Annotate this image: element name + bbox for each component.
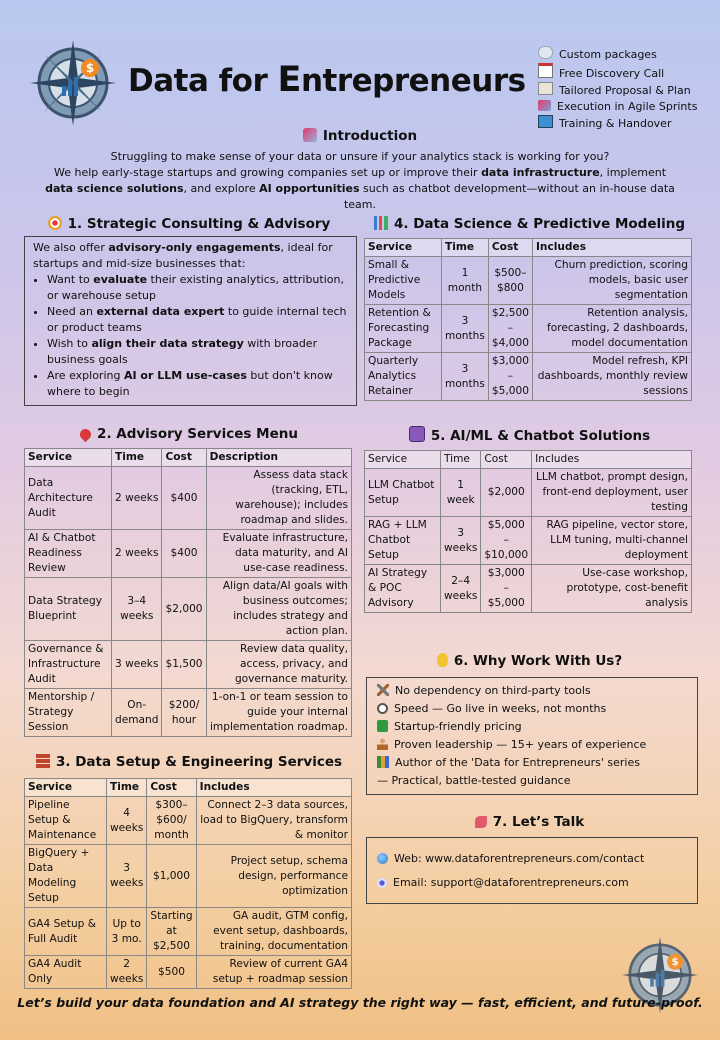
bar-chart-icon <box>374 216 388 230</box>
speech-bubble-icon <box>538 46 553 59</box>
contact-web[interactable]: Web: www.dataforentrepreneurs.com/contact <box>377 847 691 871</box>
process-item: Tailored Proposal & Plan <box>538 82 697 99</box>
list-item: • Are exploring AI or LLM use-cases but don't know where to begin <box>47 368 350 400</box>
data-setup-table-wrap <box>24 778 352 989</box>
stopwatch-icon <box>377 703 388 714</box>
table-cell: 1-on-1 or team session to guide your internal implementation roadmap. <box>206 689 351 737</box>
table-header: Cost <box>147 779 196 797</box>
globe-icon <box>377 853 388 864</box>
target-icon <box>48 216 62 230</box>
table-cell: 2 weeks <box>112 467 162 530</box>
table-cell: 2 weeks <box>112 530 162 578</box>
advisory-list <box>33 272 350 400</box>
ai-ml-table-wrap <box>364 450 692 613</box>
brick-icon <box>36 754 50 768</box>
section-3-title: 3. Data Setup & Engineering Services <box>24 754 354 770</box>
section-6-title: 6. Why Work With Us? <box>362 653 697 669</box>
table-header: Service <box>365 451 441 469</box>
table-cell: $1,500 <box>162 641 206 689</box>
table-cell: $300–$600/ month <box>147 797 196 845</box>
person-icon <box>377 738 388 750</box>
tools-icon <box>377 684 389 696</box>
brand-title: Data for Entrepreneurs <box>128 60 526 100</box>
section-1-title: 1. Strategic Consulting & Advisory <box>24 216 354 232</box>
table-row <box>365 305 692 353</box>
table-cell: Review of current GA4 setup + roadmap session <box>196 956 351 989</box>
clipboard-icon <box>538 82 553 95</box>
table-cell: $2,000 <box>481 469 532 517</box>
process-item: Custom packages <box>538 46 697 63</box>
table-row <box>25 908 352 956</box>
why-box <box>366 677 698 795</box>
table-cell: Mentorship / Strategy Session <box>25 689 112 737</box>
table-cell: $1,000 <box>147 845 196 908</box>
intro-text <box>40 149 680 213</box>
advisory-menu-table-wrap <box>24 448 352 737</box>
table-cell: 2–4 weeks <box>441 565 481 613</box>
table-cell: Churn prediction, scoring models, basic user segmentation <box>532 257 691 305</box>
why-item: Author of the 'Data for Entrepreneurs' series <box>377 754 691 772</box>
table-row <box>25 467 352 530</box>
section-2-title: 2. Advisory Services Menu <box>24 426 354 442</box>
table-header: Cost <box>481 451 532 469</box>
process-item: Training & Handover <box>538 115 697 132</box>
table-cell: Up to 3 mo. <box>107 908 147 956</box>
table-row <box>25 578 352 641</box>
advisory-box <box>24 236 357 406</box>
ai-ml-table <box>364 450 692 613</box>
table-cell: $500 <box>147 956 196 989</box>
why-item: Speed — Go live in weeks, not months <box>377 700 691 718</box>
table-header: Service <box>25 779 107 797</box>
table-cell: 3–4 weeks <box>112 578 162 641</box>
table-cell: GA4 Audit Only <box>25 956 107 989</box>
table-cell: 2 weeks <box>107 956 147 989</box>
table-cell: Connect 2–3 data sources, load to BigQuery, transform & monitor <box>196 797 351 845</box>
table-row <box>25 845 352 908</box>
table-cell: Pipeline Setup & Maintenance <box>25 797 107 845</box>
advisory-lead: We also offer advisory-only engagements, ideal for startups and mid-size businesses that: <box>33 241 333 270</box>
section-4-title: 4. Data Science & Predictive Modeling <box>362 216 697 232</box>
table-cell: GA4 Setup & Full Audit <box>25 908 107 956</box>
table-cell: AI & Chatbot Readiness Review <box>25 530 112 578</box>
why-tail: — Practical, battle-tested guidance <box>377 774 571 787</box>
table-cell: 3 weeks <box>112 641 162 689</box>
table-cell: 1 week <box>441 469 481 517</box>
table-cell: Project setup, schema design, performance optimization <box>196 845 351 908</box>
footer-tagline: Let’s build your data foundation and AI strategy the right way — fast, efficient, and future-proof. <box>17 995 703 1010</box>
table-cell: $500– $800 <box>488 257 532 305</box>
table-cell: Align data/AI goals with business outcomes; includes strategy and action plan. <box>206 578 351 641</box>
table-cell: Data Strategy Blueprint <box>25 578 112 641</box>
table-cell: Evaluate infrastructure, data maturity, and AI use-case readiness. <box>206 530 351 578</box>
phone-icon <box>475 816 487 828</box>
table-cell: Review data quality, access, privacy, and governance maturity. <box>206 641 351 689</box>
dollar-icon <box>377 720 388 732</box>
table-cell: $200/ hour <box>162 689 206 737</box>
intro-line: We help early-stage startups and growing companies set up or improve their data infrastructure, implement data science solutions, and explore AI opportunities such as chatbot development—without an in-house data team. <box>45 166 675 211</box>
advisory-menu-table <box>24 448 352 737</box>
list-item: • Want to evaluate their existing analytics, attribution, or warehouse setup <box>47 272 350 304</box>
why-item: Startup-friendly pricing <box>377 718 691 736</box>
lightbulb-icon <box>437 653 448 667</box>
table-cell: $3,000 – $5,000 <box>488 353 532 401</box>
table-header: Time <box>442 239 489 257</box>
why-item: No dependency on third-party tools <box>377 682 691 700</box>
table-row <box>365 565 692 613</box>
table-cell: 3 weeks <box>107 845 147 908</box>
table-cell: Small & Predictive Models <box>365 257 442 305</box>
table-cell: $3,000 – $5,000 <box>481 565 532 613</box>
table-cell: Assess data stack (tracking, ETL, warehouse); includes roadmap and slides. <box>206 467 351 530</box>
table-row <box>365 257 692 305</box>
table-cell: GA audit, GTM config, event setup, dashboards, training, documentation <box>196 908 351 956</box>
table-row <box>365 517 692 565</box>
table-cell: Use-case workshop, prototype, cost-benefit analysis <box>532 565 692 613</box>
table-cell: 4 weeks <box>107 797 147 845</box>
calendar-icon <box>538 63 553 78</box>
intro-line: Struggling to make sense of your data or unsure if your analytics stack is working for you? <box>110 150 610 163</box>
table-cell: $2,500 – $4,000 <box>488 305 532 353</box>
data-setup-table <box>24 778 352 989</box>
table-cell: AI Strategy & POC Advisory <box>365 565 441 613</box>
table-cell: Model refresh, KPI dashboards, monthly review sessions <box>532 353 691 401</box>
rocket-icon <box>303 128 317 142</box>
table-header: Time <box>107 779 147 797</box>
table-header: Includes <box>532 451 692 469</box>
table-row <box>25 641 352 689</box>
table-row <box>25 530 352 578</box>
table-cell: Data Architecture Audit <box>25 467 112 530</box>
table-header: Description <box>206 449 351 467</box>
list-item: • Need an external data expert to guide internal tech or product teams <box>47 304 350 336</box>
process-list <box>538 46 697 132</box>
table-cell: Retention & Forecasting Package <box>365 305 442 353</box>
table-header: Cost <box>162 449 206 467</box>
why-item: Proven leadership — 15+ years of experience <box>377 736 691 754</box>
table-header: Includes <box>196 779 351 797</box>
intro-title: Introduction <box>0 128 720 144</box>
section-7-title: 7. Let’s Talk <box>362 814 697 830</box>
table-cell: $5,000 – $10,000 <box>481 517 532 565</box>
table-cell: BigQuery + Data Modeling Setup <box>25 845 107 908</box>
book-icon <box>538 115 553 128</box>
table-row <box>25 689 352 737</box>
table-cell: RAG + LLM Chatbot Setup <box>365 517 441 565</box>
books-icon <box>377 756 389 768</box>
table-row <box>25 797 352 845</box>
table-cell: Quarterly Analytics Retainer <box>365 353 442 401</box>
table-header: Service <box>365 239 442 257</box>
email-icon <box>377 878 387 888</box>
table-cell: Retention analysis, forecasting, 2 dashboards, model documentation <box>532 305 691 353</box>
table-cell: $400 <box>162 467 206 530</box>
table-cell: $400 <box>162 530 206 578</box>
table-cell: 3 months <box>442 305 489 353</box>
contact-box <box>366 837 698 904</box>
robot-icon <box>409 426 425 442</box>
table-header: Cost <box>488 239 532 257</box>
table-cell: LLM Chatbot Setup <box>365 469 441 517</box>
table-cell: LLM chatbot, prompt design, front-end deployment, user testing <box>532 469 692 517</box>
table-header: Time <box>112 449 162 467</box>
svg-text:$: $ <box>85 61 95 75</box>
list-item: • Wish to align their data strategy with broader business goals <box>47 336 350 368</box>
pushpin-icon <box>78 427 94 443</box>
rocket-icon <box>538 100 551 111</box>
table-cell: 3 weeks <box>441 517 481 565</box>
table-cell: $2,000 <box>162 578 206 641</box>
table-header: Service <box>25 449 112 467</box>
process-item: Execution in Agile Sprints <box>538 99 697 115</box>
section-5-title: 5. AI/ML & Chatbot Solutions <box>362 426 697 444</box>
table-row <box>365 469 692 517</box>
process-item: Free Discovery Call <box>538 63 697 82</box>
table-header: Time <box>441 451 481 469</box>
brand-e-letter: E <box>277 60 301 100</box>
table-cell: 3 months <box>442 353 489 401</box>
table-cell: Governance & Infrastructure Audit <box>25 641 112 689</box>
svg-text:$: $ <box>671 955 679 969</box>
table-cell: Starting at $2,500 <box>147 908 196 956</box>
data-science-table-wrap <box>364 238 692 401</box>
table-cell: RAG pipeline, vector store, LLM tuning, multi-channel deployment <box>532 517 692 565</box>
contact-email[interactable]: Email: support@dataforentrepreneurs.com <box>377 871 691 895</box>
table-header: Includes <box>532 239 691 257</box>
compass-logo <box>28 38 118 128</box>
data-science-table <box>364 238 692 401</box>
table-cell: On-demand <box>112 689 162 737</box>
table-row <box>365 353 692 401</box>
table-row <box>25 956 352 989</box>
table-cell: 1 month <box>442 257 489 305</box>
